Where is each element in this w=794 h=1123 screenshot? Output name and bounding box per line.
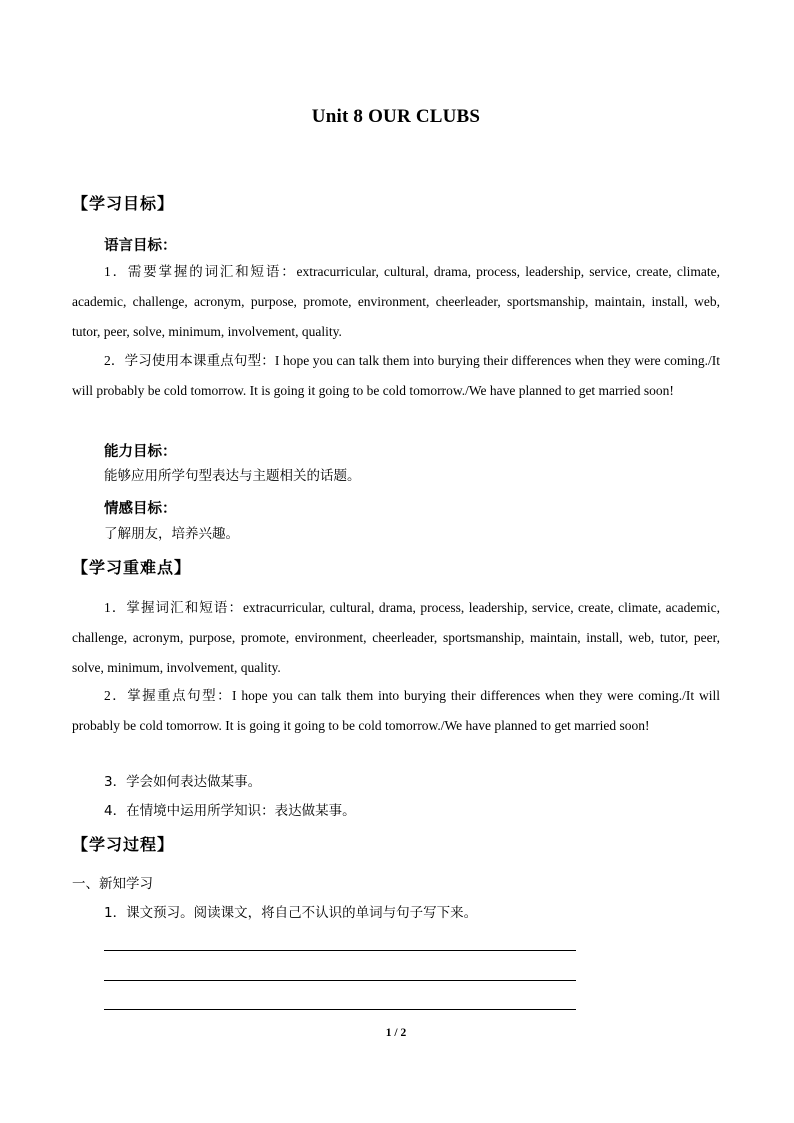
language-goal-item-1: 1．需要掌握的词汇和短语：extracurricular, cultural, drama, process, leadership, service, create, climate, academic, challenge, acronym, purpose, promote, environment, cheerleader, sportsmanship, maintain, install, web, tutor, peer, solve, minimum, involvement, quality. [72,264,720,339]
section-heading-goals: 【学习目标】 [72,194,175,213]
process-part-1-heading: 一、新知学习 [72,876,153,892]
ability-goal-text: 能够应用所学句型表达与主题相关的话题。 [104,468,361,484]
language-goal-item-2: 2．学习使用本课重点句型：I hope you can talk them into burying their differences when they were coming./It will probably be cold tomorrow. It is going it going to be cold tomorrow./We have planned to get married soon! [72,353,720,398]
section-heading-key-points: 【学习重难点】 [72,558,192,577]
answer-line [104,950,576,951]
key-point-item-3: 3．学会如何表达做某事。 [104,774,262,790]
language-goal-label: 语言目标： [104,238,177,254]
key-point-item-1: 1．掌握词汇和短语：extracurricular, cultural, drama, process, leadership, service, create, climate, academic, challenge, acronym, purpose, promote, environment, cheerleader, sportsmanship, maintain, install, web, tutor, peer, solve, minimum, involvement, quality. [72,600,720,675]
answer-line [104,980,576,981]
key-point-item-4: 4．在情境中运用所学知识：表达做某事。 [104,803,356,819]
emotion-goal-label: 情感目标： [104,501,177,517]
answer-line [104,1009,576,1010]
key-point-item-2: 2．掌握重点句型：I hope you can talk them into burying their differences when they were coming./It will probably be cold tomorrow. It is going it going to be cold tomorrow./We have planned to get married soon! [72,688,720,733]
process-task-1: 1．课文预习。阅读课文，将自己不认识的单词与句子写下来。 [104,905,478,921]
page-title: Unit 8 OUR CLUBS [311,106,481,127]
section-heading-process: 【学习过程】 [72,835,175,854]
ability-goal-label: 能力目标： [104,444,177,460]
emotion-goal-text: 了解朋友，培养兴趣。 [104,526,239,542]
page-number: 1 / 2 [385,1027,407,1039]
document-page [72,0,720,1123]
